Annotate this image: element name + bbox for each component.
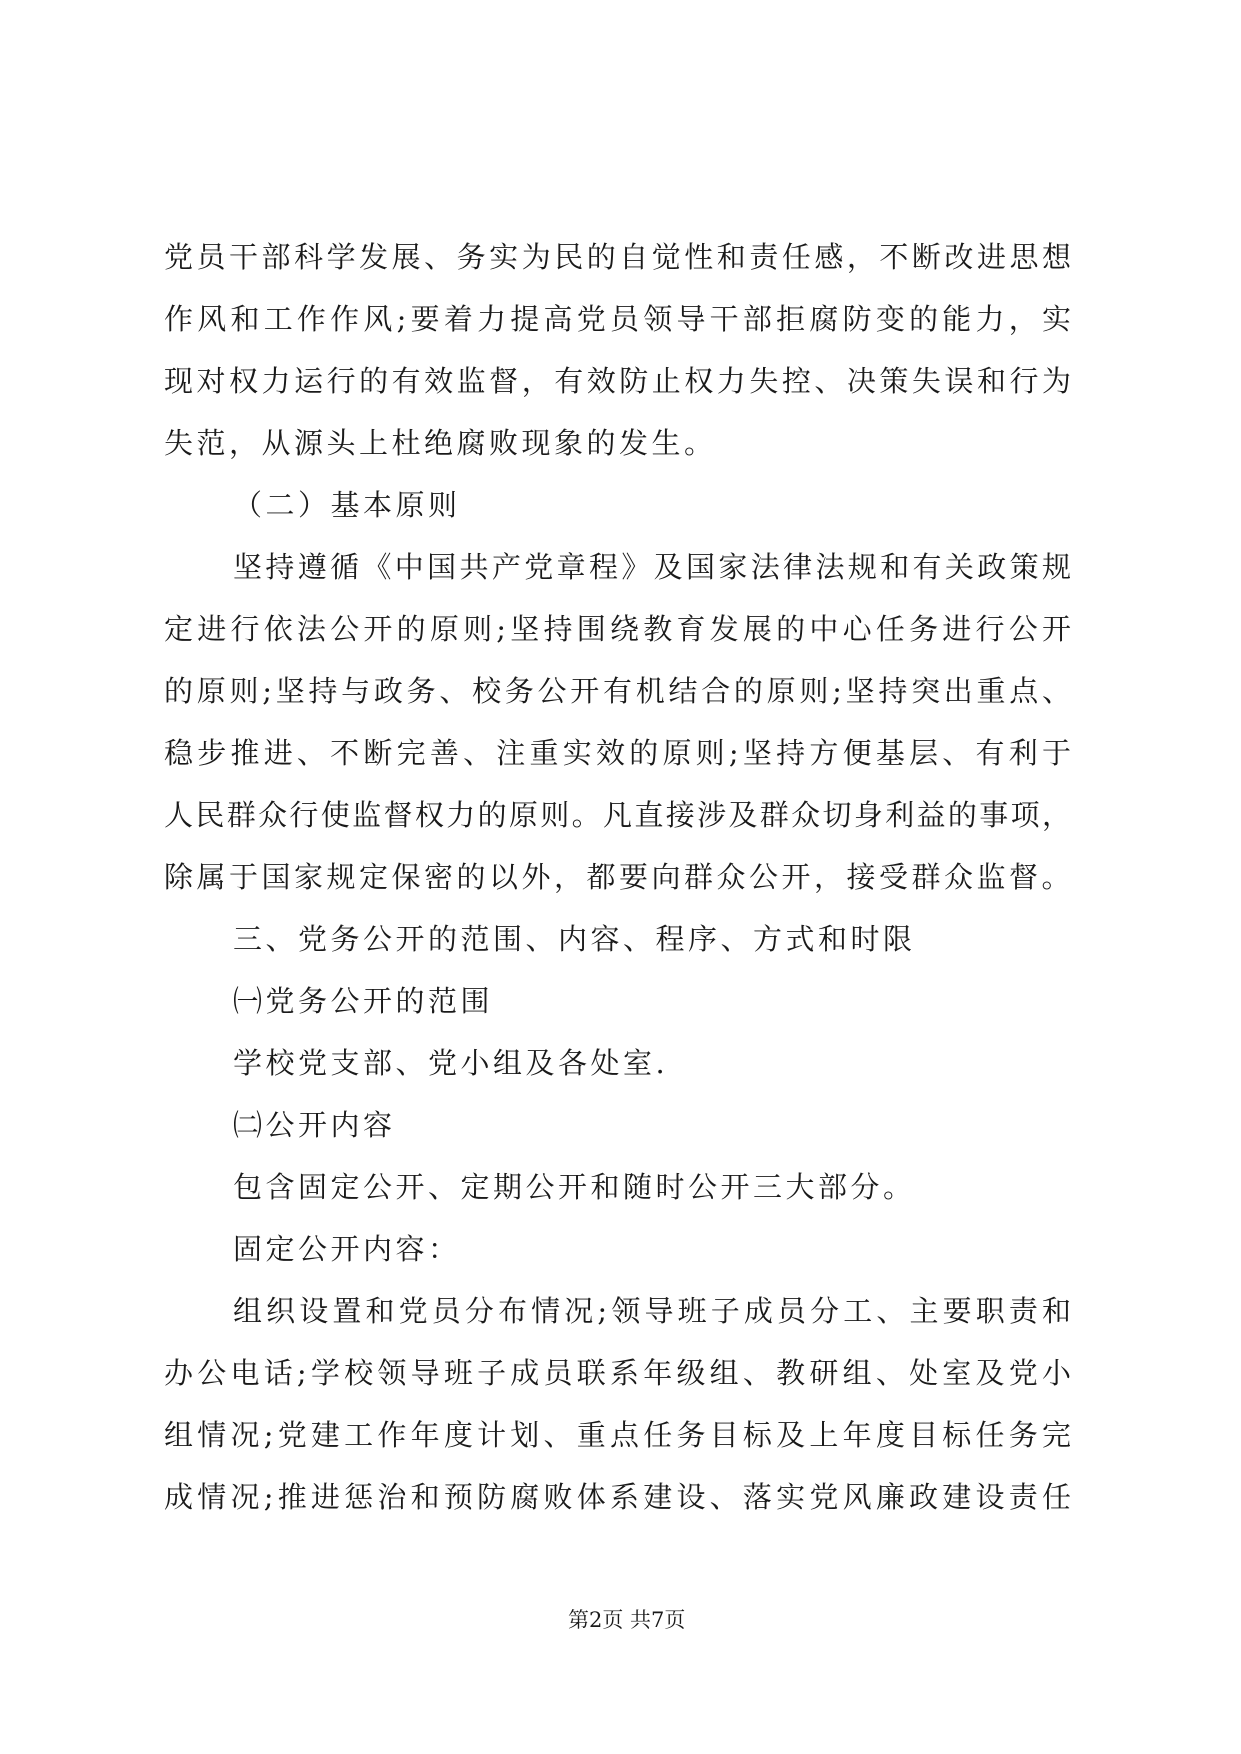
- paragraph: [164, 1280, 1073, 1528]
- body-text-line: 成情况;推进惩治和预防腐败体系建设、落实党风廉政建设责任: [164, 1480, 1073, 1514]
- paragraph: [164, 536, 1073, 908]
- section-heading: [164, 908, 1073, 970]
- subsection-heading-text: ㈠党务公开的范围: [233, 984, 494, 1018]
- paragraph: [164, 226, 1073, 474]
- body-text-line: 学校党支部、党小组及各处室.: [233, 1046, 669, 1080]
- subsection-heading: [164, 1094, 1073, 1156]
- paragraph: [164, 1032, 1073, 1094]
- body-text-line: 现对权力运行的有效监督，有效防止权力失控、决策失误和行为: [164, 364, 1073, 398]
- body-text-line: 稳步推进、不断完善、注重实效的原则;坚持方便基层、有利于: [164, 736, 1073, 770]
- body-text-line: 固定公开内容：: [233, 1232, 461, 1266]
- body-text-line: 办公电话;学校领导班子成员联系年级组、教研组、处室及党小: [164, 1356, 1073, 1390]
- paragraph: [164, 1156, 1073, 1218]
- section-heading-text: （二）基本原则: [233, 488, 461, 522]
- section-heading-text: 三、党务公开的范围、内容、程序、方式和时限: [233, 922, 916, 956]
- subsection-heading-text: ㈡公开内容: [233, 1108, 396, 1142]
- body-text-line: 坚持遵循《中国共产党章程》及国家法律法规和有关政策规: [233, 550, 1073, 584]
- section-heading: [164, 474, 1073, 536]
- body-text-line: 失范，从源头上杜绝腐败现象的发生。: [164, 426, 717, 460]
- subsection-heading: [164, 970, 1073, 1032]
- body-text-line: 的原则;坚持与政务、校务公开有机结合的原则;坚持突出重点、: [164, 674, 1073, 708]
- body-text-line: 组情况;党建工作年度计划、重点任务目标及上年度目标任务完: [164, 1418, 1073, 1452]
- body-text-line: 人民群众行使监督权力的原则。凡直接涉及群众切身利益的事项，: [164, 798, 1073, 832]
- page-number-label: 第2页 共7页: [568, 1608, 686, 1632]
- body-text-line: 包含固定公开、定期公开和随时公开三大部分。: [233, 1170, 916, 1204]
- body-text-line: 党员干部科学发展、务实为民的自觉性和责任感，不断改进思想: [164, 240, 1073, 274]
- body-text-line: 除属于国家规定保密的以外，都要向群众公开，接受群众监督。: [164, 860, 1075, 894]
- body-text-line: 组织设置和党员分布情况;领导班子成员分工、主要职责和: [233, 1294, 1073, 1328]
- paragraph: [164, 1218, 1073, 1280]
- page-footer: [568, 1605, 685, 1635]
- document-body: [164, 226, 1073, 1528]
- body-text-line: 作风和工作作风;要着力提高党员领导干部拒腐防变的能力，实: [164, 302, 1073, 336]
- body-text-line: 定进行依法公开的原则;坚持围绕教育发展的中心任务进行公开: [164, 612, 1073, 646]
